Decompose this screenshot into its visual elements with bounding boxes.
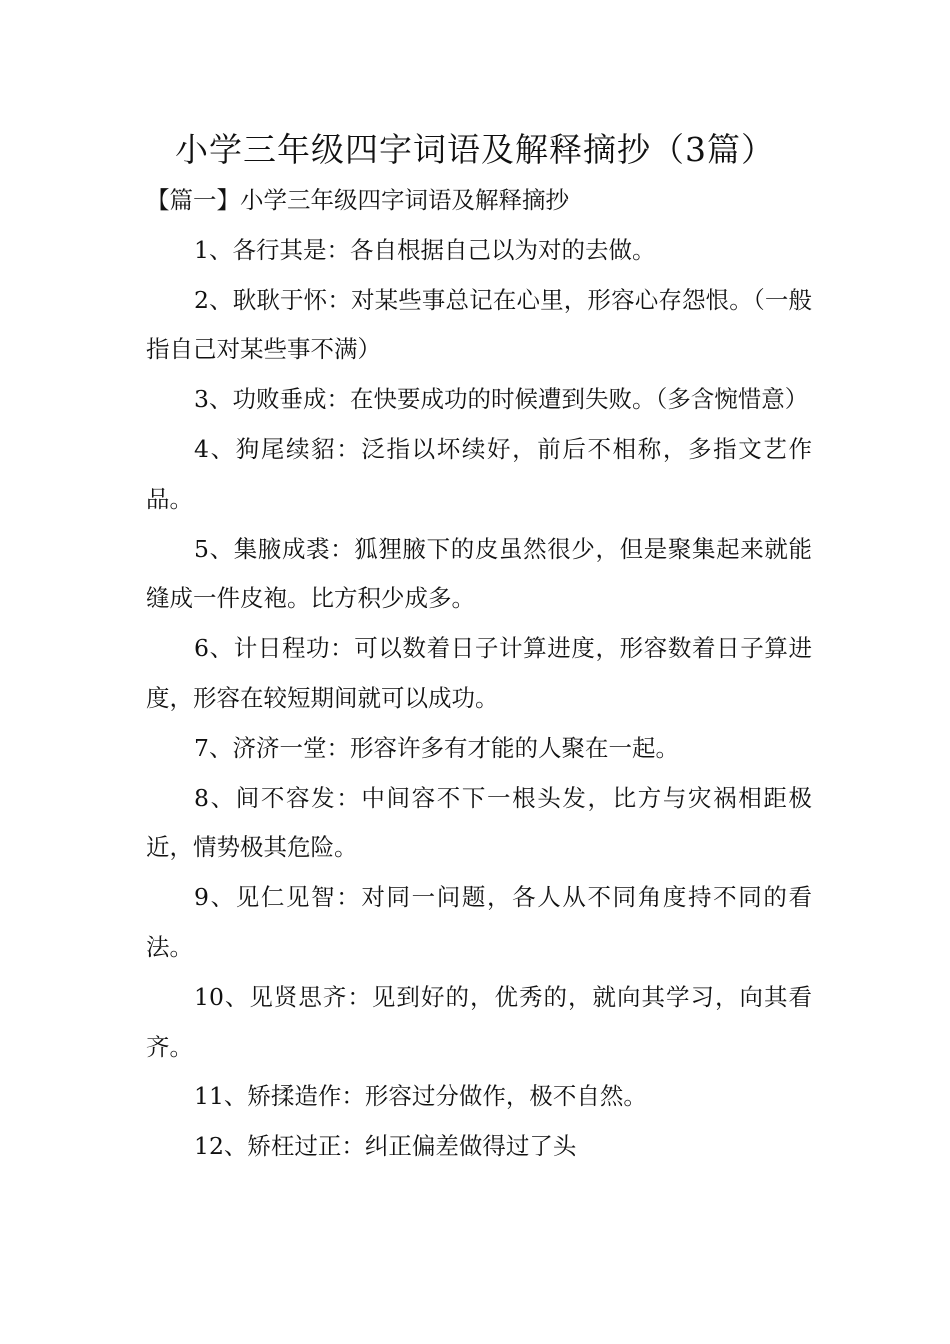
idiom-entry: 5、集腋成裘：狐狸腋下的皮虽然很少，但是聚集起来就能缝成一件皮袍。比方积少成多。 bbox=[146, 534, 812, 613]
idiom-entry: 8、间不容发：中间容不下一根头发，比方与灾祸相距极近，情势极其危险。 bbox=[146, 783, 812, 862]
idiom-entry: 12、矫枉过正：纠正偏差做得过了头 bbox=[194, 1132, 577, 1161]
idiom-entry: 4、狗尾续貂：泛指以坏续好，前后不相称，多指文艺作品。 bbox=[146, 434, 812, 513]
idiom-entry: 6、计日程功：可以数着日子计算进度，形容数着日子算进度，形容在较短期间就可以成功。 bbox=[146, 634, 812, 712]
idiom-entry: 11、矫揉造作：形容过分做作，极不自然。 bbox=[194, 1082, 647, 1111]
idiom-entry: 7、济济一堂：形容许多有才能的人聚在一起。 bbox=[194, 733, 679, 762]
idiom-entry: 9、见仁见智：对同一问题，各人从不同角度持不同的看法。 bbox=[146, 883, 812, 961]
idiom-entry: 10、见贤思齐：见到好的，优秀的，就向其学习，向其看齐。 bbox=[146, 982, 812, 1061]
document-title: 小学三年级四字词语及解释摘抄（3篇） bbox=[175, 130, 775, 169]
idiom-entry: 1、各行其是：各自根据自己以为对的去做。 bbox=[194, 235, 656, 264]
idiom-entry: 3、功败垂成：在快要成功的时候遭到失败。（多含惋惜意） bbox=[194, 385, 809, 414]
document-body bbox=[146, 176, 812, 1172]
section-heading: 【篇一】小学三年级四字词语及解释摘抄 bbox=[146, 186, 569, 214]
idiom-entry: 2、耿耿于怀：对某些事总记在心里，形容心存怨恨。（一般指自己对某些事不满） bbox=[146, 285, 812, 364]
